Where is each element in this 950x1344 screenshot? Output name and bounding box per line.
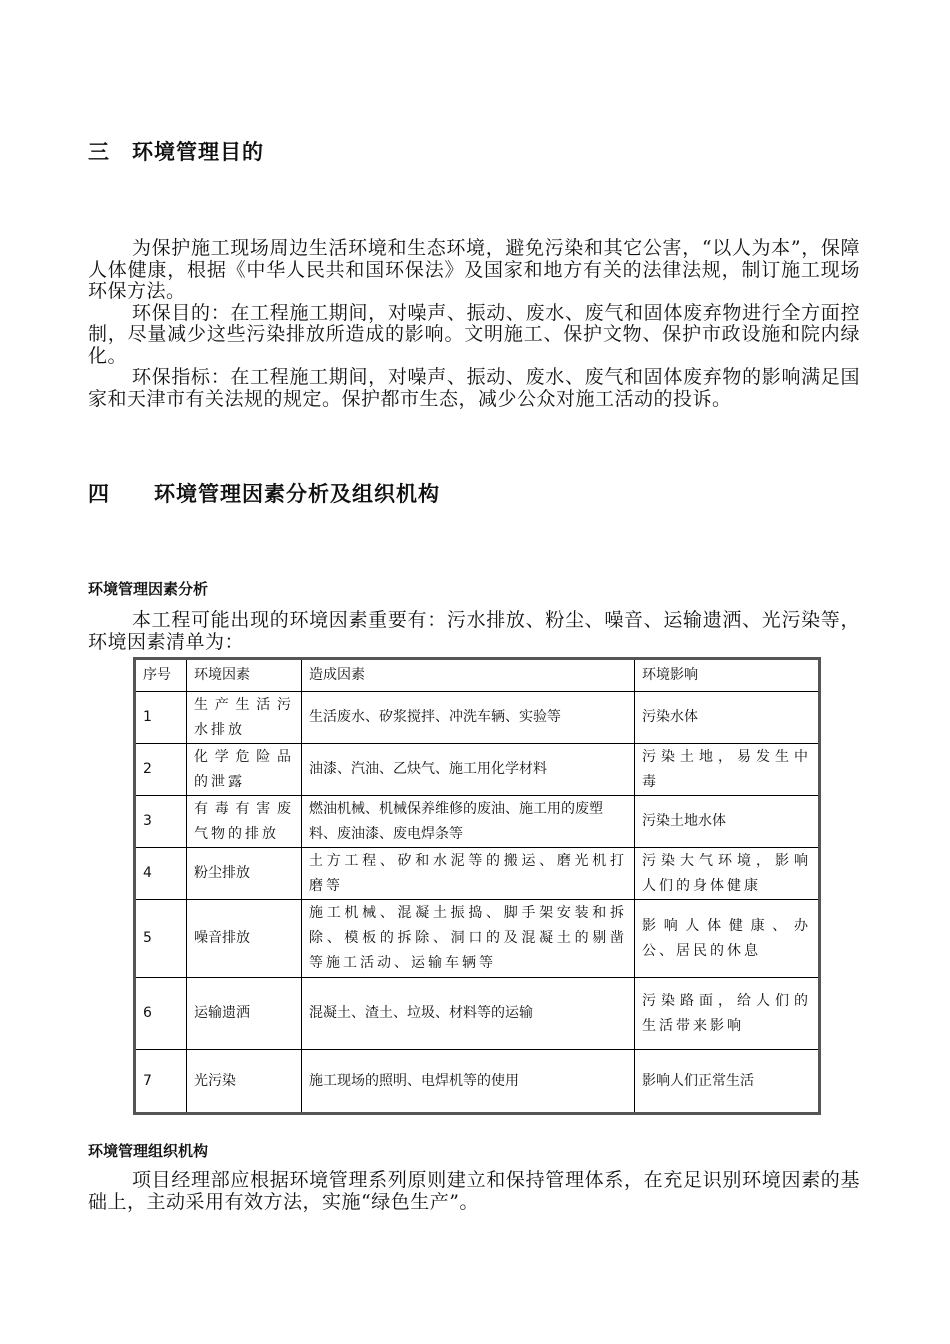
table-row xyxy=(135,848,820,900)
target-paragraph: 环保指标：在工程施工期间，对噪声、振动、废水、废气和固体废弃物的影响满足国家和天津市有关法规的规定。保护都市生态，减少公众对施工活动的投诉。 xyxy=(88,366,860,410)
table-cell: 生产生活污水排放 xyxy=(187,692,302,744)
table-cell: 7 xyxy=(135,1050,187,1114)
table-cell: 1 xyxy=(135,692,187,744)
analysis-body xyxy=(88,610,860,653)
table-row xyxy=(135,744,820,796)
analysis-paragraph: 本工程可能出现的环境因素重要有：污水排放、粉尘、噪音、运输遗洒、光污染等，环境因素清单为： xyxy=(88,609,860,653)
table-cell: 6 xyxy=(135,978,187,1050)
table-cell: 有毒有害废气物的排放 xyxy=(187,796,302,848)
organization-paragraph: 项目经理部应根据环境管理系列原则建立和保持管理体系，在充足识别环境因素的基础上，主动采用有效方法，实施“绿色生产”。 xyxy=(88,1169,860,1213)
table-cell: 燃油机械、机械保养维修的废油、施工用的废塑料、废油漆、废电焊条等 xyxy=(302,796,635,848)
organization-subheading: 环境管理组织机构 xyxy=(88,1142,209,1160)
header-cell: 序号 xyxy=(135,659,187,692)
objective-paragraph: 环保目的：在工程施工期间，对噪声、振动、废水、废气和固体废弃物进行全方面控制，尽量减少这些污染排放所造成的影响。文明施工、保护文物、保护市政设施和院内绿化。 xyxy=(88,301,860,367)
environment-factor-table xyxy=(133,657,821,1115)
header-cell: 环境影响 xyxy=(635,659,820,692)
table-cell: 5 xyxy=(135,900,187,978)
table-cell: 噪音排放 xyxy=(187,900,302,978)
table-cell: 污染大气环境，影响人们的身体健康 xyxy=(635,848,820,900)
table-cell: 光污染 xyxy=(187,1050,302,1114)
table-row xyxy=(135,900,820,978)
table-cell: 污染路面，给人们的生活带来影响 xyxy=(635,978,820,1050)
table-cell: 污染土地水体 xyxy=(635,796,820,848)
analysis-subheading: 环境管理因素分析 xyxy=(88,580,209,598)
table-cell: 影响人体健康、办公、居民的休息 xyxy=(635,900,820,978)
section-4-heading: 四 环境管理因素分析及组织机构 xyxy=(88,481,440,506)
table-cell: 生活废水、矽浆搅拌、冲洗车辆、实验等 xyxy=(302,692,635,744)
table-cell: 化学危险品的泄露 xyxy=(187,744,302,796)
table-cell: 3 xyxy=(135,796,187,848)
table-cell: 4 xyxy=(135,848,187,900)
intro-paragraph: 为保护施工现场周边生活环境和生态环境，避免污染和其它公害，“以人为本”，保障人体健康，根据《中华人民共和国环保法》及国家和地方有关的法律法规，制订施工现场环保方法。 xyxy=(88,237,860,302)
table-row xyxy=(135,796,820,848)
table-cell: 运输遗洒 xyxy=(187,978,302,1050)
organization-body xyxy=(88,1170,860,1213)
header-cell: 环境因素 xyxy=(187,659,302,692)
table-header-row xyxy=(135,659,820,692)
table-cell: 污染水体 xyxy=(635,692,820,744)
section-3-body xyxy=(88,238,860,410)
table-cell: 2 xyxy=(135,744,187,796)
table-cell: 污染土地，易发生中毒 xyxy=(635,744,820,796)
table-cell: 施工现场的照明、电焊机等的使用 xyxy=(302,1050,635,1114)
table-row xyxy=(135,978,820,1050)
table-cell: 油漆、汽油、乙炔气、施工用化学材料 xyxy=(302,744,635,796)
table-cell: 粉尘排放 xyxy=(187,848,302,900)
table-row xyxy=(135,1050,820,1114)
table-row xyxy=(135,692,820,744)
table-cell: 影响人们正常生活 xyxy=(635,1050,820,1114)
table-cell: 混凝土、渣土、垃圾、材料等的运输 xyxy=(302,978,635,1050)
section-3-heading: 三 环境管理目的 xyxy=(88,139,264,164)
table-cell: 施工机械、混凝土振捣、脚手架安装和拆除、模板的拆除、洞口的及混凝土的剔凿等施工活动、运输车辆等 xyxy=(302,900,635,978)
header-cell: 造成因素 xyxy=(302,659,635,692)
table-cell: 土方工程、矽和水泥等的搬运、磨光机打磨等 xyxy=(302,848,635,900)
